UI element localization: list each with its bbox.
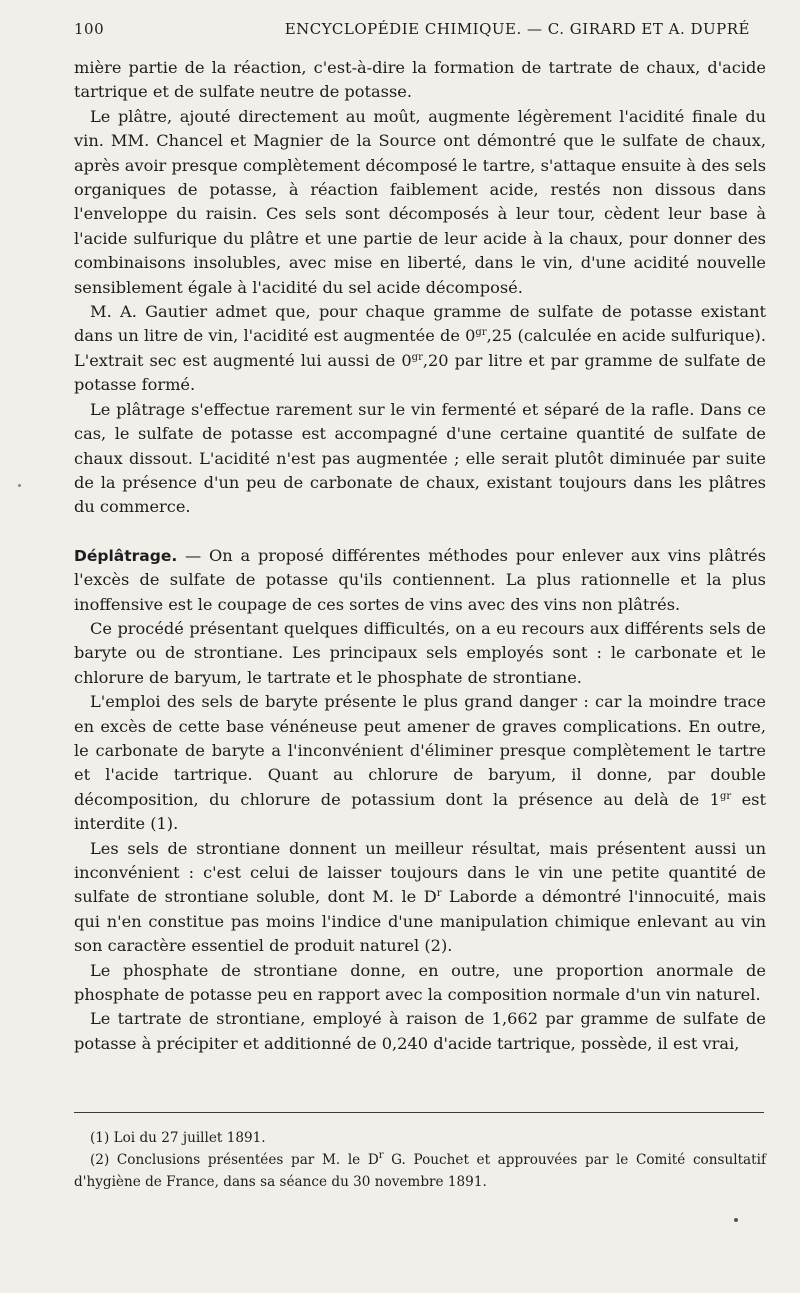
section-heading: Déplâtrage. [74,546,178,565]
running-header [74,20,764,46]
ink-speck [734,1218,738,1222]
body-text [74,56,766,1056]
paragraph: Le plâtre, ajouté directement au moût, augmente légèrement l'acidité finale du vin. MM. Chancel et Magnier de la Source ont démontré que le sulfate de chaux, après avoir presque complètement décomposé le tartre, s'attaque ensuite à des sels organiques de potasse, à réaction faiblement acide, restés non dissous dans l'enveloppe du raisin. Ces sels sont décomposés à leur tour, cèdent leur base à l'acide sulfurique du plâtre et une partie de leur acide à la chaux, pour donner des combinaisons insolubles, avec mise en liberté, dans le vin, d'une acidité nouvelle sensiblement égale à l'acidité du sel acide décomposé. [74,106,766,297]
page-number: 100 [74,20,105,38]
paragraph: Le plâtrage s'effectue rarement sur le vin fermenté et séparé de la rafle. Dans ce cas, le sulfate de potasse est accompagné d'une certaine quantité de sulfate de chaux dissout. L'acidité n'est pas augmentée ; elle serait plutôt diminuée par suite de la présence d'un peu de carbonate de chaux, existant toujours dans les plâtres du commerce. [74,399,766,517]
paragraph: Le tartrate de strontiane, employé à raison de 1,662 par gramme de sulfate de potasse à précipiter et additionné de 0,240 d'acide tartrique, possède, il est vrai, [74,1009,766,1053]
running-title: ENCYCLOPÉDIE CHIMIQUE. — C. GIRARD ET A. DUPRÉ [284,20,750,38]
paragraph-deplatrage: Déplâtrage. — On a proposé différentes méthodes pour enlever aux vins plâtrés l'excès de sulfate de potasse qu'ils contiennent. La plus rationnelle et la plus inoffensive est le coupage de ces sortes de vins avec des vins non plâtrés. [74,545,766,614]
section-gap [74,520,766,544]
footnote-rule [74,1112,764,1113]
paragraph: Le phosphate de strontiane donne, en outre, une proportion anormale de phosphate de potasse peu en rapport avec la composition normale d'un vin naturel. [74,960,766,1005]
footnotes [74,1127,766,1193]
paragraph: mière partie de la réaction, c'est-à-dire la formation de tartrate de chaux, d'acide tartrique et de sulfate neutre de potasse. [74,58,766,102]
ink-speck [18,484,21,487]
footnote-1: (1) Loi du 27 juillet 1891. [90,1130,266,1146]
paragraph: Les sels de strontiane donnent un meilleur résultat, mais présentent aussi un inconvénient : c'est celui de laisser toujours dans le vin une petite quantité de sulfate de strontiane soluble, dont M. le $D^r$ Laborde a démontré l'innocuité, mais qui n'en constitue pas moins l'indice d'une manipulation chimique enlevant au vin son caractère essentiel de produit naturel (2). [74,838,766,956]
paragraph: L'emploi des sels de baryte présente le plus grand danger : car la moindre trace en excès de cette base vénéneuse peut amener de graves complications. En outre, le carbonate de baryte a l'inconvénient d'éliminer presque complètement le tartre et l'acide tartrique. Quant au chlorure de baryum, il donne, par double décomposition, du chlorure de potassium dont la présence au delà de $1^{gr}$ est interdite (1). [74,692,766,834]
paragraph: M. A. Gautier admet que, pour chaque gramme de sulfate de potasse existant dans un litre de vin, l'acidité est augmentée de $0^{gr},25$ (calculée en acide sulfurique). L'extrait sec est augmenté lui aussi de $0^{gr},20$ par litre et par gramme de sulfate de potasse formé. [74,302,766,395]
paragraph: Ce procédé présentant quelques difficultés, on a eu recours aux différents sels de baryte ou de strontiane. Les principaux sels employés sont : le carbonate et le chlorure de baryum, le tartrate et le phosphate de strontiane. [74,618,766,687]
footnote-2: (2) Conclusions présentées par M. le $D^r$ G. Pouchet et approuvées par le Comité consultatif d'hygiène de France, dans sa séance du 30 novembre 1891. [74,1150,766,1190]
